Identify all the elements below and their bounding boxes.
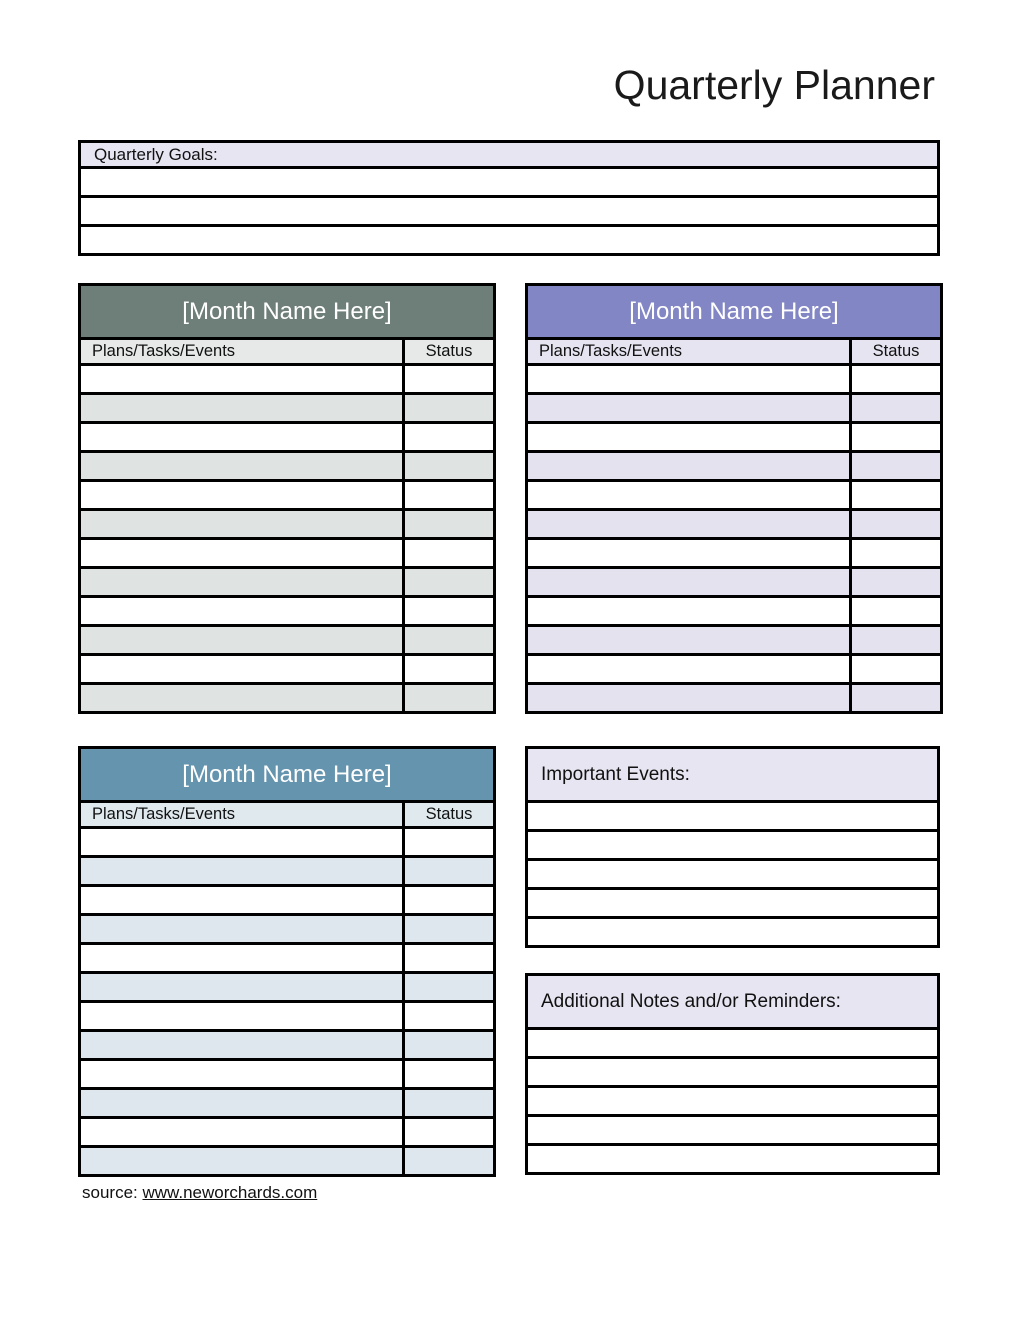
table-row xyxy=(80,1060,495,1089)
important-events-input-row[interactable] xyxy=(527,918,939,947)
plans-cell[interactable] xyxy=(527,539,851,568)
plans-cell[interactable] xyxy=(527,597,851,626)
table-row xyxy=(80,597,495,626)
status-cell[interactable] xyxy=(404,1147,495,1176)
status-cell[interactable] xyxy=(404,944,495,973)
month-2-column-header-plans: Plans/Tasks/Events xyxy=(527,339,851,365)
status-cell[interactable] xyxy=(404,684,495,713)
status-cell[interactable] xyxy=(404,394,495,423)
additional-notes-input-row[interactable] xyxy=(527,1058,939,1087)
plans-cell[interactable] xyxy=(80,394,404,423)
month-table-1 xyxy=(78,283,496,714)
status-cell[interactable] xyxy=(404,568,495,597)
source-line xyxy=(82,1183,317,1203)
source-link[interactable]: www.neworchards.com xyxy=(142,1183,318,1202)
important-events-input-row[interactable] xyxy=(527,802,939,831)
plans-cell[interactable] xyxy=(80,423,404,452)
table-row xyxy=(527,481,942,510)
status-cell[interactable] xyxy=(851,655,942,684)
table-row xyxy=(527,510,942,539)
plans-cell[interactable] xyxy=(527,365,851,394)
table-row xyxy=(80,655,495,684)
table-row xyxy=(80,973,495,1002)
status-cell[interactable] xyxy=(851,597,942,626)
additional-notes-input-row[interactable] xyxy=(527,1145,939,1174)
table-row xyxy=(80,915,495,944)
important-events-header: Important Events: xyxy=(527,748,939,802)
status-cell[interactable] xyxy=(404,510,495,539)
plans-cell[interactable] xyxy=(80,684,404,713)
plans-cell[interactable] xyxy=(80,857,404,886)
table-row xyxy=(80,510,495,539)
quarterly-goals-input-row[interactable] xyxy=(80,197,939,226)
table-row xyxy=(527,597,942,626)
status-cell[interactable] xyxy=(404,597,495,626)
important-events-box xyxy=(525,746,940,948)
month-2-title: [Month Name Here] xyxy=(527,285,942,339)
important-events-input-row[interactable] xyxy=(527,860,939,889)
additional-notes-input-row[interactable] xyxy=(527,1029,939,1058)
table-row xyxy=(527,394,942,423)
page-title: Quarterly Planner xyxy=(613,62,935,108)
status-cell[interactable] xyxy=(851,510,942,539)
status-cell[interactable] xyxy=(404,828,495,857)
status-cell[interactable] xyxy=(851,423,942,452)
status-cell[interactable] xyxy=(404,1060,495,1089)
source-label: source: xyxy=(82,1183,138,1202)
important-events-input-row[interactable] xyxy=(527,831,939,860)
table-row xyxy=(80,1002,495,1031)
table-row xyxy=(80,539,495,568)
status-cell[interactable] xyxy=(851,365,942,394)
month-3-title: [Month Name Here] xyxy=(80,748,495,802)
table-row xyxy=(80,1031,495,1060)
additional-notes-input-row[interactable] xyxy=(527,1116,939,1145)
plans-cell[interactable] xyxy=(80,1002,404,1031)
plans-cell[interactable] xyxy=(80,481,404,510)
status-cell[interactable] xyxy=(404,365,495,394)
month-1-column-header-status: Status xyxy=(404,339,495,365)
month-3-column-header-status: Status xyxy=(404,802,495,828)
plans-cell[interactable] xyxy=(80,1147,404,1176)
plans-cell[interactable] xyxy=(80,944,404,973)
plans-cell[interactable] xyxy=(80,626,404,655)
plans-cell[interactable] xyxy=(527,423,851,452)
quarterly-goals-input-row[interactable] xyxy=(80,168,939,197)
table-row xyxy=(80,452,495,481)
status-cell[interactable] xyxy=(404,626,495,655)
status-cell[interactable] xyxy=(404,1089,495,1118)
table-row xyxy=(527,626,942,655)
additional-notes-input-row[interactable] xyxy=(527,1087,939,1116)
table-row xyxy=(80,1147,495,1176)
month-1-column-header-plans: Plans/Tasks/Events xyxy=(80,339,404,365)
table-row xyxy=(80,365,495,394)
table-row xyxy=(80,944,495,973)
additional-notes-box xyxy=(525,973,940,1175)
table-row xyxy=(80,626,495,655)
plans-cell[interactable] xyxy=(527,626,851,655)
plans-cell[interactable] xyxy=(527,510,851,539)
table-row xyxy=(80,568,495,597)
status-cell[interactable] xyxy=(404,915,495,944)
status-cell[interactable] xyxy=(851,626,942,655)
status-cell[interactable] xyxy=(404,655,495,684)
plans-cell[interactable] xyxy=(80,1031,404,1060)
status-cell[interactable] xyxy=(404,452,495,481)
status-cell[interactable] xyxy=(404,973,495,1002)
month-table-3 xyxy=(78,746,496,1177)
plans-cell[interactable] xyxy=(80,568,404,597)
status-cell[interactable] xyxy=(404,1002,495,1031)
quarterly-goals-header: Quarterly Goals: xyxy=(80,142,939,168)
plans-cell[interactable] xyxy=(80,1060,404,1089)
plans-cell[interactable] xyxy=(80,365,404,394)
month-1-title: [Month Name Here] xyxy=(80,285,495,339)
table-row xyxy=(527,684,942,713)
plans-cell[interactable] xyxy=(80,915,404,944)
table-row xyxy=(527,568,942,597)
status-cell[interactable] xyxy=(851,481,942,510)
status-cell[interactable] xyxy=(851,452,942,481)
status-cell[interactable] xyxy=(851,568,942,597)
status-cell[interactable] xyxy=(404,886,495,915)
important-events-input-row[interactable] xyxy=(527,889,939,918)
plans-cell[interactable] xyxy=(80,886,404,915)
table-row xyxy=(527,423,942,452)
plans-cell[interactable] xyxy=(527,568,851,597)
table-row xyxy=(80,857,495,886)
status-cell[interactable] xyxy=(851,394,942,423)
status-cell[interactable] xyxy=(404,1031,495,1060)
plans-cell[interactable] xyxy=(80,1089,404,1118)
table-row xyxy=(80,481,495,510)
plans-cell[interactable] xyxy=(80,452,404,481)
status-cell[interactable] xyxy=(404,481,495,510)
plans-cell[interactable] xyxy=(527,684,851,713)
plans-cell[interactable] xyxy=(527,452,851,481)
status-cell[interactable] xyxy=(404,423,495,452)
table-row xyxy=(80,1089,495,1118)
table-row xyxy=(80,684,495,713)
table-row xyxy=(80,394,495,423)
table-row xyxy=(527,452,942,481)
plans-cell[interactable] xyxy=(80,510,404,539)
status-cell[interactable] xyxy=(404,1118,495,1147)
plans-cell[interactable] xyxy=(80,655,404,684)
table-row xyxy=(527,539,942,568)
plans-cell[interactable] xyxy=(80,828,404,857)
status-cell[interactable] xyxy=(404,857,495,886)
plans-cell[interactable] xyxy=(80,597,404,626)
table-row xyxy=(80,886,495,915)
month-2-column-header-status: Status xyxy=(851,339,942,365)
table-row xyxy=(527,655,942,684)
table-row xyxy=(80,1118,495,1147)
plans-cell[interactable] xyxy=(80,539,404,568)
quarterly-goals-input-row[interactable] xyxy=(80,226,939,255)
table-row xyxy=(80,828,495,857)
table-row xyxy=(80,423,495,452)
plans-cell[interactable] xyxy=(80,973,404,1002)
plans-cell[interactable] xyxy=(527,655,851,684)
status-cell[interactable] xyxy=(851,684,942,713)
month-table-2 xyxy=(525,283,943,714)
table-row xyxy=(527,365,942,394)
quarterly-goals-table xyxy=(78,140,940,256)
status-cell[interactable] xyxy=(851,539,942,568)
plans-cell[interactable] xyxy=(527,481,851,510)
status-cell[interactable] xyxy=(404,539,495,568)
plans-cell[interactable] xyxy=(80,1118,404,1147)
month-3-column-header-plans: Plans/Tasks/Events xyxy=(80,802,404,828)
plans-cell[interactable] xyxy=(527,394,851,423)
additional-notes-header: Additional Notes and/or Reminders: xyxy=(527,975,939,1029)
